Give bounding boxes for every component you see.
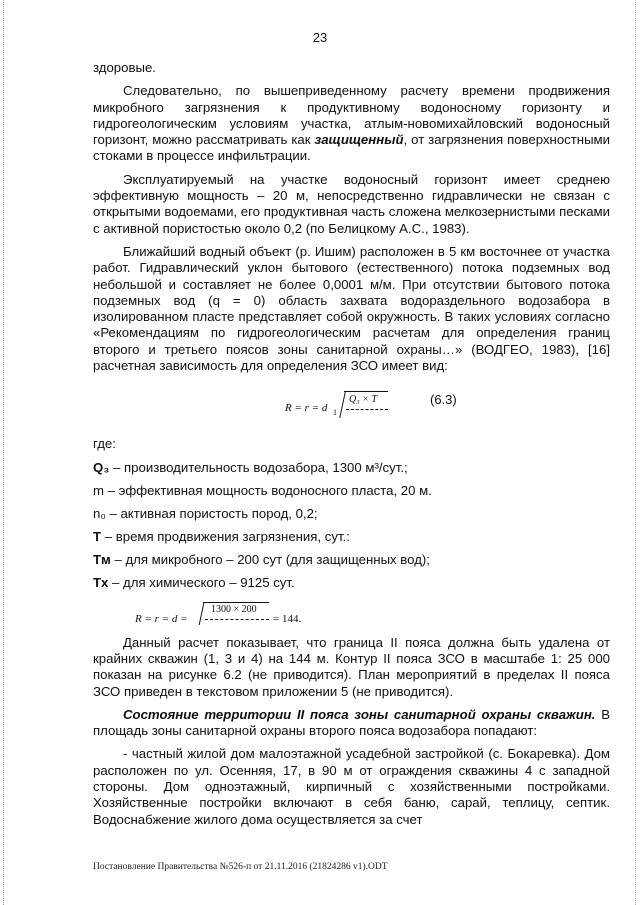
definition-n0 bbox=[93, 506, 610, 522]
definition-t bbox=[93, 529, 610, 545]
formula-6-3 bbox=[93, 382, 610, 426]
paragraph-water-object: Ближайший водный объект (р. Ишим) расположен в 5 км восточнее от участка работ. Гидравлический уклон бытового (естественного) потока подземных вод небольшой и составляет не более 0,0001 м/м. При отсутствии бытового потока подземных вод (q = 0) область захвата водораздельного водозабора в изолированном пласте представляет собой окружность. В таких условиях согласно «Рекомендациям по гидрогеологическим расчетам для определения границ второго и третьего поясов зоны санитарной охраны…» (ВОДГЕО, 1983), [16] расчетная зависимость для определения ЗСО имеет вид: bbox=[93, 243, 610, 374]
paragraph-aquifer: Эксплуатируемый на участке водоносный горизонт имеет среднею эффективную мощность – 20 м, непосредственно гидравлически не связан с открытыми водоемами, его продуктивная часть сложена мелкозернистыми песками с активной пористостью около 0,2 (по Белицкому А.С., 1983). bbox=[93, 171, 610, 236]
emphasis-protected: защищенный bbox=[314, 132, 404, 148]
definition-q bbox=[93, 460, 610, 476]
definition-text: – активная пористость пород, 0,2; bbox=[105, 505, 318, 521]
paragraph-conclusion bbox=[93, 83, 610, 164]
definition-tm bbox=[93, 552, 610, 568]
definition-text: – эффективная мощность водоносного пласта, 20 м. bbox=[104, 482, 432, 498]
paragraph-result: Данный расчет показывает, что граница II пояса должна быть удалена от крайних скважин (1, 3 и 4) на 144 м. Контур II пояса ЗСО в масштабе 1: 25 000 показан на рисунке 6.2 (не приводится). План мероприятий в пределах II пояса ЗСО приведен в текстовом приложении 5 (не приводится). bbox=[93, 634, 610, 699]
radical-sign bbox=[199, 603, 205, 625]
definition-symbol: T bbox=[93, 528, 102, 544]
definition-symbol: m bbox=[93, 482, 104, 498]
formula-subscript: 1 bbox=[333, 408, 337, 418]
definition-symbol: Tм bbox=[93, 551, 111, 567]
radical-bar bbox=[344, 391, 388, 392]
definitions-list bbox=[93, 460, 610, 591]
scan-edge-left bbox=[3, 0, 5, 905]
page-content bbox=[93, 60, 610, 828]
definition-text: – для химического – 9125 сут. bbox=[108, 574, 295, 590]
definition-tx bbox=[93, 575, 610, 591]
definition-text: – время продвижения загрязнения, сут.: bbox=[101, 528, 350, 544]
footer-document-id: Постановление Правительства №526-п от 21.11.2016 (21824286 v1).ODT bbox=[93, 862, 388, 872]
paragraph-text: В площадь зоны санитарной охраны второго пояса водозабора попадают: bbox=[93, 706, 610, 739]
formula-lhs: R = r = d bbox=[285, 402, 328, 415]
page-number: 23 bbox=[312, 30, 328, 45]
formula2-result: = 144. bbox=[273, 612, 302, 625]
formula-calculation bbox=[93, 601, 610, 635]
fraction-line bbox=[346, 409, 388, 410]
paragraph-house: - частный жилой дом малоэтажной усадебной застройкой (с. Бокаревка). Дом расположен по ул. Осенняя, 17, в 90 м от ограждения скважины 4 с западной стороны. Дом одноэтажный, кирпичный с хозяйственными постройками. Хозяйственные постройки включают в себя баню, сарай, теплицу, септик. Водоснабжение жилого дома осуществляется за счет bbox=[93, 746, 610, 827]
paragraph-text: Следовательно, по вышеприведенному расчету времени продвижения микробного загрязнения к продуктивному водоносному горизонту и гидрогеологическим условиям участка, атлым-новомихайловский водоносный горизонт, можно рассматривать как bbox=[93, 83, 610, 148]
fraction-line bbox=[205, 619, 269, 620]
formula-numerator: Q₃ × T bbox=[349, 394, 378, 406]
paragraph-text: , от загрязнения поверхностными стоками в процессе инфильтрации. bbox=[93, 132, 610, 164]
scan-edge-right bbox=[635, 0, 637, 905]
definition-symbol: n₀ bbox=[93, 505, 106, 521]
definition-text: – производительность водозабора, 1300 м³/сут.; bbox=[109, 459, 408, 475]
formula2-lhs: R = r = d = bbox=[135, 612, 188, 625]
section-heading: Состояние территории II пояса зоны санитарной охраны скважин. bbox=[123, 706, 596, 722]
definition-symbol: Tх bbox=[93, 574, 109, 590]
radical-sign bbox=[339, 392, 346, 418]
definition-text: – для микробного – 200 сут (для защищенных вод); bbox=[110, 551, 430, 567]
definition-m bbox=[93, 483, 610, 499]
paragraph-zone-state bbox=[93, 707, 610, 740]
paragraph-continuation: здоровые. bbox=[93, 60, 156, 75]
definition-symbol: Q₃ bbox=[93, 459, 110, 475]
formula-number: (6.3) bbox=[430, 392, 457, 408]
where-label: где: bbox=[93, 436, 116, 452]
formula2-numerator: 1300 × 200 bbox=[211, 603, 257, 615]
radical-bar bbox=[203, 602, 269, 603]
